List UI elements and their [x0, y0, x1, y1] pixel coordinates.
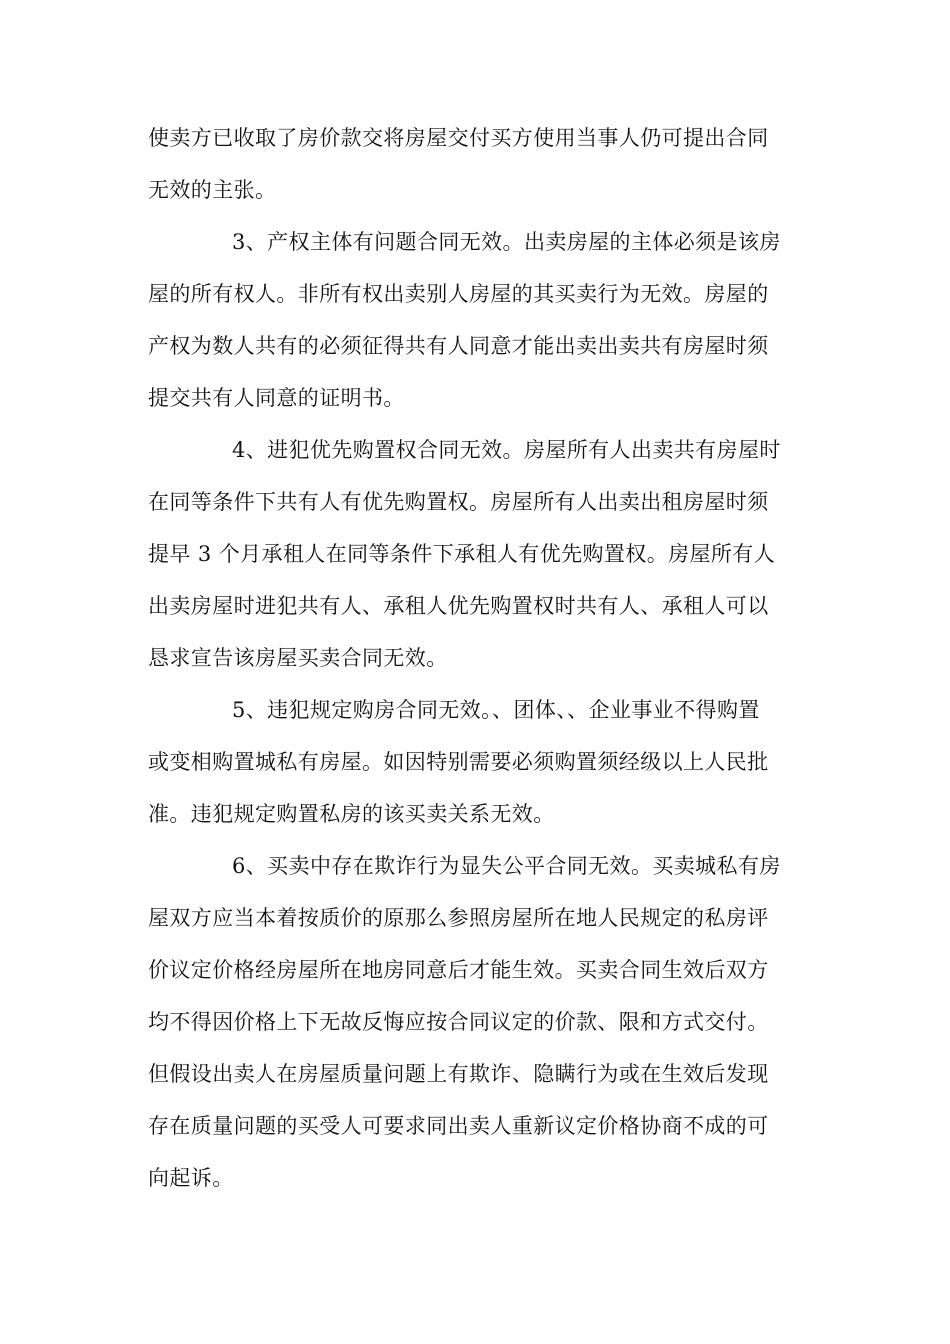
paragraph-first-line: 6、买卖中存在欺诈行为显失公平合同无效。买卖城私有房 [232, 854, 781, 878]
paragraph-line: 屋的所有权人。非所有权出卖别人房屋的其买卖行为无效。房屋的 [148, 282, 769, 306]
paragraph-line: 出卖房屋时进犯共有人、承租人优先购置权时共有人、承租人可以 [148, 594, 769, 618]
paragraph-line: 无效的主张。 [148, 178, 277, 202]
paragraph-first-line: 4、进犯优先购置权合同无效。房屋所有人出卖共有房屋时 [232, 438, 781, 462]
paragraph-line: 准。违犯规定购置私房的该买卖关系无效。 [148, 802, 555, 826]
paragraph-line: 存在质量问题的买受人可要求同出卖人重新议定价格协商不成的可 [148, 1114, 769, 1138]
paragraph-line: 向起诉。 [148, 1166, 234, 1190]
paragraph-first-line: 5、违犯规定购房合同无效。、团体、、企业事业不得购置 [232, 698, 760, 722]
paragraph-line: 价议定价格经房屋所在地房同意后才能生效。买卖合同生效后双方 [148, 958, 769, 982]
paragraph-line: 产权为数人共有的必须征得共有人同意才能出卖出卖共有房屋时须 [148, 334, 769, 358]
paragraph-line: 使卖方已收取了房价款交将房屋交付买方使用当事人仍可提出合同 [148, 126, 769, 150]
paragraph-line: 提交共有人同意的证明书。 [148, 386, 405, 410]
paragraph-line: 提早 3 个月承租人在同等条件下承租人有优先购置权。房屋所有人 [148, 542, 776, 566]
document-body [148, 112, 808, 1204]
paragraph-line: 但假设出卖人在房屋质量问题上有欺诈、隐瞒行为或在生效后发现 [148, 1062, 769, 1086]
paragraph-line: 均不得因价格上下无故反悔应按合同议定的价款、限和方式交付。 [148, 1010, 769, 1034]
paragraph-line: 恳求宣告该房屋买卖合同无效。 [148, 646, 448, 670]
paragraph-first-line: 3、产权主体有问题合同无效。出卖房屋的主体必须是该房 [232, 230, 781, 254]
paragraph-line: 在同等条件下共有人有优先购置权。房屋所有人出卖出租房屋时须 [148, 490, 769, 514]
paragraph-line: 屋双方应当本着按质价的原那么参照房屋所在地人民规定的私房评 [148, 906, 769, 930]
paragraph-line: 或变相购置城私有房屋。如因特别需要必须购置须经级以上人民批 [148, 750, 769, 774]
